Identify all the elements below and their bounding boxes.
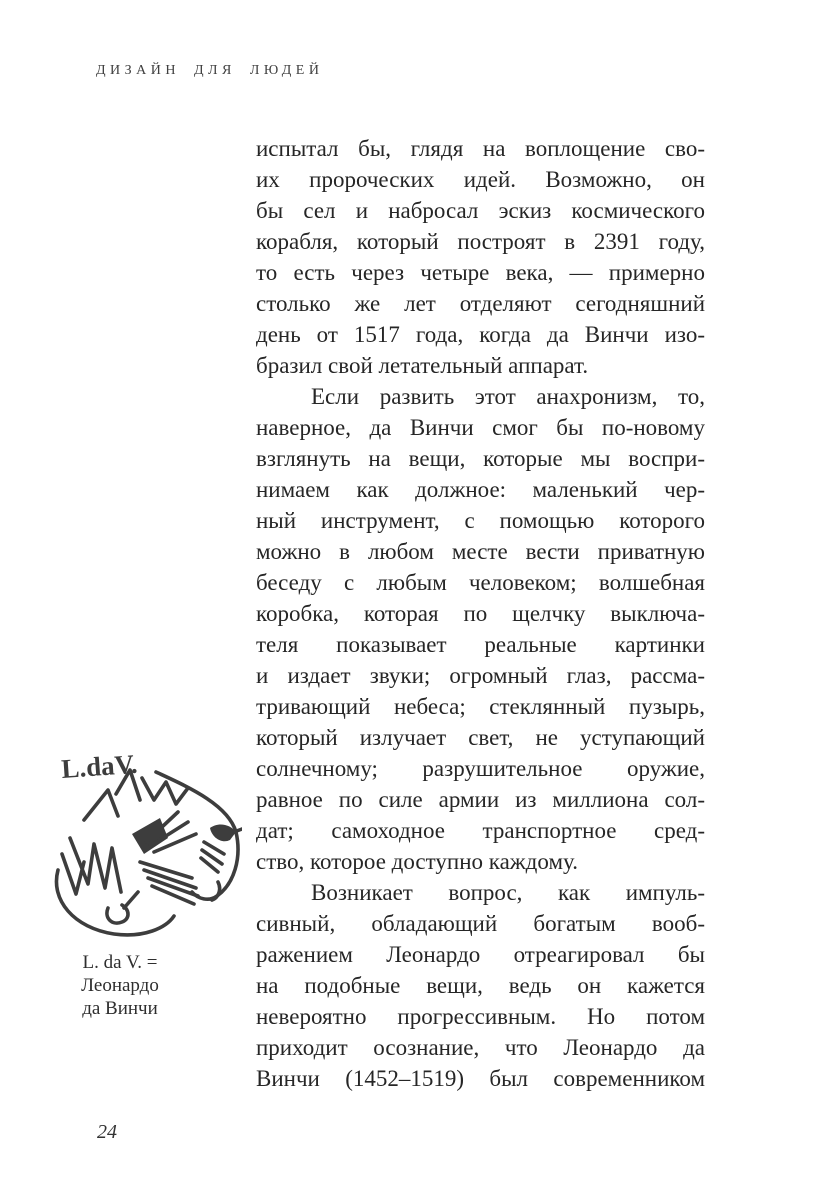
paragraph — [256, 381, 705, 877]
paragraph — [256, 877, 705, 1094]
text-line: теля показывает реальные картинки — [256, 632, 705, 657]
text-line: ражением Леонардо отреагировал бы — [256, 942, 705, 967]
text-line: бразил свой летательный аппарат. — [256, 353, 589, 378]
text-line: солнечному; разрушительное оружие, — [256, 756, 705, 781]
text-line: день от 1517 года, когда да Винчи изо- — [256, 322, 705, 347]
text-line: дат; самоходное транспортное сред- — [256, 818, 705, 843]
text-line: можно в любом месте вести приватную — [256, 539, 705, 564]
text-line: взглянуть на вещи, которые мы воспри- — [256, 446, 705, 471]
text-line: корабля, который построят в 2391 году, — [256, 229, 705, 254]
text-line: Возникает вопрос, как импуль- — [311, 880, 705, 905]
text-line: столько же лет отделяют сегодняшний — [256, 291, 705, 316]
text-line: приходит осознание, что Леонардо да — [256, 1035, 705, 1060]
text-line: невероятно прогрессивным. Но потом — [256, 1004, 705, 1029]
text-line: наверное, да Винчи смог бы по-новому — [256, 415, 705, 440]
figure-flying-machine — [46, 742, 242, 944]
text-line: беседу с любым человеком; волшебная — [256, 570, 705, 595]
text-line: ный инструмент, с помощью которого — [256, 508, 705, 533]
page-number: 24 — [97, 1121, 117, 1143]
sketch-label: L.daV. — [60, 748, 139, 784]
text-line: коробка, которая по щелчку выключа- — [256, 601, 705, 626]
text-line: нимаем как должное: маленький чер- — [256, 477, 705, 502]
figure-caption — [52, 951, 188, 1020]
text-line: испытал бы, глядя на воплощение сво- — [256, 136, 705, 161]
flying-machine-sketch-icon — [46, 742, 242, 944]
text-line: тривающий небеса; стеклянный пузырь, — [256, 694, 705, 719]
running-header: ДИЗАЙН ДЛЯ ЛЮДЕЙ — [96, 63, 324, 78]
text-line: и издает звуки; огромный глаз, рассма- — [256, 663, 705, 688]
text-line: ство, которое доступно каждому. — [256, 849, 578, 874]
text-line: на подобные вещи, ведь он кажется — [256, 973, 705, 998]
text-line: который излучает свет, не уступающий — [256, 725, 705, 750]
text-line: то есть через четыре века, — примерно — [256, 260, 705, 285]
text-line: равное по силе армии из миллиона сол- — [256, 787, 705, 812]
text-line: Если развить этот анахронизм, то, — [311, 384, 705, 409]
text-line: Винчи (1452–1519) был современником — [256, 1066, 705, 1091]
body-text-column — [256, 133, 705, 1094]
paragraph — [256, 133, 705, 381]
figure-caption-line: да Винчи — [82, 998, 158, 1019]
text-line: их пророческих идей. Возможно, он — [256, 167, 705, 192]
figure-caption-line: L. da V. = — [82, 952, 158, 973]
text-line: бы сел и набросал эскиз космического — [256, 198, 705, 223]
text-line: сивный, обладающий богатым вооб- — [256, 911, 705, 936]
figure-caption-line: Леонардо — [81, 975, 159, 996]
